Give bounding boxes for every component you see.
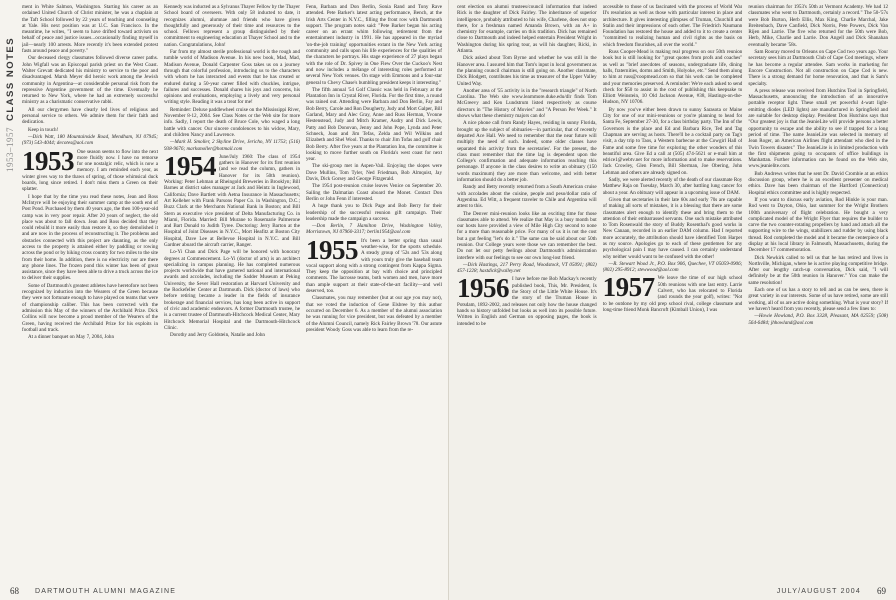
paragraph: ment in White Salmon, Washington. Starting his career as an ordained United Church of Christ minister, he was a chaplain at the Taft School followed by 22 years of teaching and counseling at Yale. His next position was at U.C. San Francisco. In the meantime, he writes, "I seem to have drifted toward activism on behalf of peace and justice issues...occasionally finding myself in jail—nearly 100 arrests. More recently it's been extended protest fasts around peace and poverty." [22, 4, 158, 55]
paragraph: cent election on alumni trustees/council information that indeed Rick is the daughter of Dick Fairley. The inheritance of superior intelligence, probably attributed to his wife, Charlene, does not stop there, for a freshman named Amanda Brown, with an A+ in chemistry for example, carries on this tradition. Dick has remained close to Dartmouth and indeed helped entertain President Wright in Washington during his spring tour, as will his daughter, Ricki, in Atlanta. [457, 4, 597, 55]
magazine-name: DARTMOUTH ALUMNI MAGAZINE [35, 587, 177, 595]
paragraph: If you want to discuss early aviation, Rod Hinkle is your man. Rod went to Dayton, Ohio, last summer for the Wright Brothers 100th anniversary of flight celebration. He bought a very complicated model of the Wright Flyer that requires the builder to carve the two counter-rotating propellers by hand and attach all the supporting wire to the wings, stabilizers and rudder by using black thread. Rod completed the model and it became the centerpiece of a display at his local library in Falmouth, Massachusetts, during the December 17 commemoration. [748, 196, 889, 254]
year-heading: 1955 [306, 234, 358, 265]
paragraph: A nice phone call from Randy Hayes, residing in sunny Florida, brought up the subject of obituaries—in particular, that of recently departed Ace Hall. We need to remember that the near future will multiply the need of such. Indeed, some older classes have separated this activity from the secretaries'. For the present, the class must remember that the time lag is dependent upon the College's confirmation and adequate information reaching this personage. If anyone in the class desires to write an obituary (150 words maximum) they are more than welcome, and with better information should do a better job. [457, 120, 597, 184]
paragraph: Keep in touch! [28, 126, 59, 133]
left-columns [22, 4, 442, 582]
signature: —Mark H. Smoller, 2 Skyline Drive, Jericho, NY 11753; (516) 938-9676; marksmoller@hotmail.com [164, 139, 300, 152]
paragraph: June/July 1960: The class of 1954 gathers in Hanover for its first reunion (and we read the column, gathers in Hanover for its 50th reunion). Working: Peter Lehman at Rheingold Breweries in Brooklyn; Bill Barnes at district sales manager at Jack and Heintz in Inglewood, California; Dave Bartlett with Aetna Insurance in Massachusetts; Art Kelleher with Frank Parsons Paper Co. in Washington, D.C.; Buzz Clark at the Merchants National Bank in Boston; and Bill Stern as executive vice president of Delta Manufacturing Co. in Miami, Florida. Married: Bill Murane to Rosemarie Palmerone and Bart Donald to Judith Tyree. Doctoring: Jerry Barton at the Hospital of Joint Diseases in N.Y.C., Mort Heafitz at Boston City Hospital, Dave Lee at Bellevue Hospital in N.Y.C. and Bill Gardner aboard the aircraft carrier, Ranger. [164, 153, 300, 248]
paragraph: Dick asked about Tom Byrne and whether he was still in the Hanover area. I assured him that Tom's input in local government as the planning council chairman is still going on. Another classmate, Dick Blodgett, contributes his time as treasurer of the Upper Valley United Way. [457, 55, 597, 87]
left-column-2 [164, 4, 300, 582]
paragraph: The 1954 post-reunion cruise leaves Venice on September 20. Sailing the Dalmatian Coast aboard the Monet. Contact Don Berlin or John Fenn if interested. [306, 183, 442, 202]
year-section-1956 [457, 273, 597, 327]
signature: —Don Berlin, 7 Hamilton Drive, Washington Valley, Morristown, NJ 07960-3317; berlin1954@aol.com [306, 223, 442, 236]
left-footer [10, 585, 176, 597]
paragraph: The ski-group met in Aspen-Vail. Enjoying the slopes were Dave Mullins, Tom Tyler, Ned Friedman, Bob Almquist, Jay Davis, Dick Gorsey and George Fitzgerald. [306, 163, 442, 183]
year-section-1955 [306, 234, 442, 295]
paragraph: Far from my almost sterile professional world is the rough and tumble world of Madison Avenue. In his new book, Mad, Mad, Madison Avenue, Donald Carpenter Goss takes us on a journey through that colorful profession, introducing us to the characters with whom he has interacted and events that he has created or endured during a 50-year career filled with chuckles, intrigue, failures and successes. Donald shares his joys and concerns, his opinions and evaluations, employing a lively and very personal writing style. Reading it was a treat for me! [164, 49, 300, 106]
year-heading: 1956 [457, 273, 509, 304]
year-section-1957 [602, 272, 743, 313]
paragraph: Some of Dartmouth's greatest athletes have heretofore not been recognized by induction into the Wearers of the Green because they were not fortunate enough to have played on teams that were of championship caliber. This has been corrected with the admission this May of the winners of the Archibald Prize. Dick Collins will now become a proud member of the Wearers of the Green, having received the Archibald Prize for his exploits in football and track. [22, 282, 158, 333]
signature: —Howie Howland, P.O. Box 3328, Pleasant, MA 02559; (508) 564-6484; jhhowland@aol.com [748, 313, 889, 326]
page-number-right: 69 [877, 586, 886, 596]
paragraph: Our deceased clergy classmates followed diverse career paths. John Wigfall was an Episcopal parish priest on the West Coast. Walter Grevatt dedicated his ministry to service to the poor and disadvantaged. Marsh Meyer did heroic work among the Jewish community in Argentina—at considerable personal risk from the repressive Argentine government of the time. Eventually he returned to New York, where he had an extremely successful ministry as a charismatic conservative rabbi. [22, 55, 158, 106]
paragraph: Another area of '55 activity is in the "research triangle" of North Carolina. The Web site www.learnmore.duke.edu/dlr finds Tom McGreevy and Ken Lundstrum listed respectively as course directors in "The History of Movies" and "A Person Per Week." It shows what these chemistry majors can do! [457, 87, 597, 120]
class-notes-sidebar [2, 4, 18, 172]
sidebar-years: 1953–1957 [5, 127, 15, 172]
paragraph: Bob Andrews writes that he sent Dr. David Crombie at an ethics discussion group, where he is an excellent presenter on medical ethics. Dave has been chairman of the Hartford (Connecticut) Hospital ethics committee and is highly respected. [748, 170, 889, 196]
paragraph: Dorothy and Jerry Goldstein, Natalie and John [170, 332, 265, 339]
paragraph: I hope that by the time you read these notes, Jean and Ross McIntyre will be enjoying their summer camp at the south end of Post Pond. Purchased by them 40 years ago, the then 100-year-old camp was in very poor repair. After 20 years of neglect, the old place was about to fall down. Jean and Ross decided that they could rebuild it more easily than restore it, so they demolished it and are now in the process of reconstructing it. The problems and obstacles connected with this project are daunting, as the only access to the property is attained either by paddling or rowing across the pond or by hiking cross country for two miles to the site from their home. In addition, there is no electricity nor are there any phone lines. The frozen pond this winter has been of great assistance, since they have been able to drive a truck across the ice to deliver their supplies. [22, 193, 158, 282]
right-column-1 [457, 4, 597, 582]
paragraph: All our clergymen have clearly led lives of religious and personal service to others. We admire them for their faith and dedication. [22, 106, 158, 126]
sidebar-text [2, 4, 18, 172]
paragraph: One season seems to flow into the next more fluidly now. I have no remorse for one nostalgic relic, which is now a memory. I am reminded each year, as winter gives way to the thaws of spring, of those whimsical duck boards, long since retired. I don't miss them a Green on their splatter. [22, 148, 158, 193]
paragraph: accessible to those of us fascinated with the process of World War II's resolution as well as those with particular interest in place and architecture. It gives interesting glimpses of Truman, Churchill and Stalin and their impressions of each other. The Friedrich Naumann Foundation has restored the house and added to it to create a center "committed to realizing human and civil rights as the basis on which freedom flourishes, all over the world." [602, 4, 743, 48]
sidebar-title: CLASS NOTES [4, 36, 16, 121]
year-heading: 1954 [164, 150, 216, 181]
paragraph: Sadly, we were alerted recently of the death of our classmate Roy Matthew Raja on Tuesday, March 30, after battling lung cancer for about a year. An obituary will appear in a upcoming issue of DAM. [602, 177, 743, 196]
paragraph: The Denver mini-reunion looks like an exciting time for those classmates able to attend. We realize that May is a busy month but our hosts have provided a view of Mile High City second to none for a more than reasonable price. For many of us it is not the cost but a gut feeling "let's do it." The same can be said about our 50th reunion. Our College years were those we can remember the best. Do not let our petty feelings about Dartmouth's administration interfere with our feelings to see our own long-lost friend. [457, 210, 597, 261]
paragraph: I have before me Bob Mackay's recently published book, This, Mr. President, Is the Story of the Little White House. It's the story of the Truman House in Potsdam, 1892-2002, and releases not only how the house changed hands so history unfolded but looks as well into its possible future. Written in English and German on opposing pages, the book is intended to be [457, 276, 597, 327]
paragraph: A press release was received from Hutchins Tool in Springfield, Massachusetts, announcing the introduction of an innovative portable receptor light. These small yet powerful 4-watt light-emitting diodes (LED lights) are manufactured in Springfield and are suitable for desktop display. President Don Hutchins says that "Our greatest joy is that the JeanieLite will provide persons a better opportunity to escape and the ability to see if trapped for a long period of time. The name JeanieLite was selected in memory of Jean Roger, an American Airlines flight attendant who died in the Twin Towers disaster." The JeanieLite is in limited production with the first shipments going to occupants of office buildings in Manhattan. Further information can be found on the Web site, www.jeanielite.com. [748, 87, 889, 170]
year-section-1954 [164, 150, 300, 248]
paragraph: Kennedy was inducted as a Sylvanus Thayer Fellow by the Thayer School board of overseers. With only 58 inducted to date, it recognizes alumni, alumnae and friends who have given thoughtfully and generously of their time and resources to the school. Fellows represent a group distinguished by their commitment to engineering education at Thayer School and to the nation. Congratulations, John! [164, 4, 300, 48]
paragraph: Fenn, Barbara and Don Berlin, Sonia Rand and Tony Rave attended. Pete Barker's latest acting performance, Bench, at the Irish Arts Center in N.Y.C., filling the front row with Dartmouth support. The program notes said: "Pete Barker began his acting career on an errant whim following retirement from the entertainment industry in 1991. He has appeared in the myriad 'on-the-job training' opportunities extant in the New York acting community and calls upon his life experiences for the qualities of the characters he portrays. His stage experience of 27 plays began with the role of Dr. Spivey in One Flew Over the Cuckoo's Nest and now includes a mélange of interesting roles performed at several New York venues. On stage with Emmons and a four-star general to Chevy Chase's bumbling president keeps it interesting." [306, 4, 442, 86]
paragraph: Randy and Betty recently returned from a South American cruise with accolades about the cuisine, people and peso/dollar ratio of Argentina. Ed Witt, a frequent traveler to Chile and Argentina will attest to this. [457, 184, 597, 210]
year-heading: 1957 [602, 272, 655, 303]
paragraph: We leave the time of our high school 50th reunions with one last entry. Larrie Calvert, who has relocated to Florida (and rounds the year golf), writes: "Not to be outdone by my old prep school rival, college classmate and long-time friend Monk Bancroft (Kimball Union), I was [602, 275, 743, 313]
paragraph: Given that secretaries in their late 60s and early 70s are capable of making all sorts of mistakes, it is a blessing that there are some classmates alert enough to identify these and bring them to the attention of their embarrassed servants. One such mistake attributed to Tom Rosenwald the story of Buddy Rosenthal's good works in New Canaan, recorded in an earlier DAM column. Had I reported more accurately, the attribution should have identified Tom Harper as my source. Apologies go to each of these gentlemen for any psychological pain I may have caused. I can certainly understand why neither would want to be confused with the other! [602, 196, 743, 260]
left-column-3 [306, 4, 442, 582]
paragraph: By now you've either been drawn to sunny Sarasota or Maine City for one of our mini-reunions or you're planning to head for Santa Fe, September 27-30, for a class birthday party. The Inn of the Governors is the place and Ed and Barbara Rice, Ted and Tag Chapman are serving as hosts. There'll be a cocktail party on Tag's visit, a day trip to Taos, a Western barbecue at the Cowgirl Hall of Fame and some free time for exploring the other wonders of this beautiful area. Give Ed a call at (505) 474-5621 or e-mail him at edrice1@webtv.net for more information and to make reservations. Jack Crowley, Glen French, Bill Sherman, Joe Obering, John Lehman and others are already signed on. [602, 106, 743, 176]
paragraph: It's been a better spring than usual weather-wise, for the sports schedule. A steady group of '52s and '53s along with yours truly give the baseball team vocal support along with a strong contingent from Kappa Sigma. They keep the opposition at bay with choice and principled comments. The lacrosse teams, both women and men, have more than ample support at their state-of-the-art facility—and well deserved, too. [306, 237, 442, 295]
issue-date: JULY/AUGUST 2004 [776, 587, 861, 595]
paragraph: reunion chairman for 1953's 50th at Vermont Academy. We had 12 classmates who went to Dartmouth, certainly a record." The 50-'57s were Bob Burton, Herb Ellis, Max King, Charlie Marchal, Jake Breitenbach, Dave Canfield, Dick Norris, Pete Powers, Dick Van Rijen and Larrie. The five who returned for the 50th were Bob, Herb, Mike, Charlie and Larrie. Don Angell and Dick Shanahan eventually became '58s. [748, 4, 889, 48]
right-page [448, 0, 896, 600]
right-columns [457, 4, 888, 582]
year-section-1953 [22, 145, 158, 193]
year-heading: 1953 [22, 145, 74, 176]
paragraph: Lo-Yi Chan and Dick Page will be honored with honorary degrees at Commencement. Lo-Yi (doctor of arts) is an architect specializing in campus planning. He has completed numerous projects worldwide that have garnered national and international awards and accolades, including the Sadder Museum at Peking University, the Sever Hall restoration at Harvard University and the Rockefeller Center at Dartmouth. Dick (doctor of laws) who before retiring became a leader in the fields of insurance brokerage and financial services, has long been active in support of civic and academic endeavors. A former Dartmouth trustee, he is a current trustee of Dartmouth-Hitchcock Medical Center, Mary Hitchcock Memorial Hospital and the Dartmouth-Hitchcock Clinic. [164, 249, 300, 331]
left-column-1 [22, 4, 158, 582]
paragraph: The fifth annual '54 Golf Classic was held in February at the Plantation Inn in Crystal River, Florida. For the first time, a round was rained out. Attending were Barbara and Don Berlin, Fay and Bob Berry, Carole and Ron Dougherty, Judy and Mort Galper, Bill Garland, Mary and Alec Gray, Anne and Russ Herman, Yvonne Hestenstead, Judy and Mitch Kramer, Audry and Dick Lewis, Patty and Bob Donovan, Jenny and John Pope, Lynda and Peter Schneck, Joan and Jim Tefas, Zelda and Wil Wilkins and Elizabeth and Shel Wool. Thanks to chair Jim Tofas and golf chair Bob Berry. After five years at the Plantation Inn, the committee is looking to move further south on Florida's west coast for next year. [306, 86, 442, 163]
paragraph: Dick Newkirk called to tell us that he has retired and lives in Northville, Michigan, where he is active playing competitive bridge. After our lengthy catch-up conversation, Dick said, "I will definitely be at the 50th reunion in Hanover." You can make the same resolution! [748, 254, 889, 286]
paragraph: Sam Rooray moved to Orleans on Cape Cod two years ago. Your secretary sees him at Dartmouth Club of Cape Cod meetings, where he has become a regular attendee. Sam works in marketing for Encore Construction. Not all construction on Cape Cod is new. There is a strong demand for home renovation, and that is Sam's specialty. [748, 49, 889, 87]
signature: —Dick Hastings, 217 Perry Road, Woodstock, VT 05091; (802) 457-1228; hastdick@valley.net [457, 261, 597, 275]
signature: —R. Stewart Wood Jr., P.O. Box 906, Quechee, VT 05059-0906; (802) 295-8912; stewwood@aol.com [602, 260, 743, 274]
signature: —Dick Watt, 180 Mountainside Road, Mendham, NJ 07945; (973) 543-4044; decotes@aol.com [22, 133, 158, 147]
paragraph: Reminder: Deluxe paddlewheel cruise on the Mississippi River, November 8-12, 2004. See Class Notes or the Web site for more info. Sadly, I report the death of Bruce Cole, who waged a long battle with cancer. Our sincere condolences to his widow, Mary, and children Nancy and Lawrence. [164, 106, 300, 138]
right-column-2 [603, 4, 743, 582]
right-footer [777, 585, 886, 597]
paragraph: Classmates, you may remember (but at our age you may not), that we voted the induction of Gene Elsbree by this author occurred on December 6. As a member of the alumni association he was running for vice president, but was defeated by a member of the Alumni Council, namely Rick Fairley Brown '78. Our astute president Woody Goss was able to learn from the re- [306, 295, 442, 333]
page-number-left: 68 [10, 586, 19, 596]
paragraph: At a dinner banquet on May 7, 2004, John [28, 334, 115, 341]
paragraph: Russ Cooper-Mead is making real progress on our 50th reunion book but is still looking for "great quotes from profs and coaches" as well as "brief anecdotes of seasons, undergraduate life, dining halls, fraternities, dorms and Smith, Holyoke, etc." Send them along to him at russ@coopmead.com so that his work can be completed and your memories preserved. A reminder: We're each asked to send check for $50 to assist in the cost of publishing this keepsake to Elliott Weinstein, 10 Old Jackson Avenue, #38, Hastings-on-the-Hudson, NY 10706. [602, 49, 743, 106]
paragraph: A huge thank you to Dick Page and Bob Berry for their leadership of the successful reunion gift campaign. Their leadership made the campaign a success. [306, 203, 442, 222]
paragraph: Each one of us has a story to tell and as can be seen, there is great variety in our interests. Some of us have retired, some are still working, all of us are active doing something. What is your story? If we haven't heard from you recently, please send a few lines to: [748, 287, 889, 312]
right-column-3 [748, 4, 888, 582]
